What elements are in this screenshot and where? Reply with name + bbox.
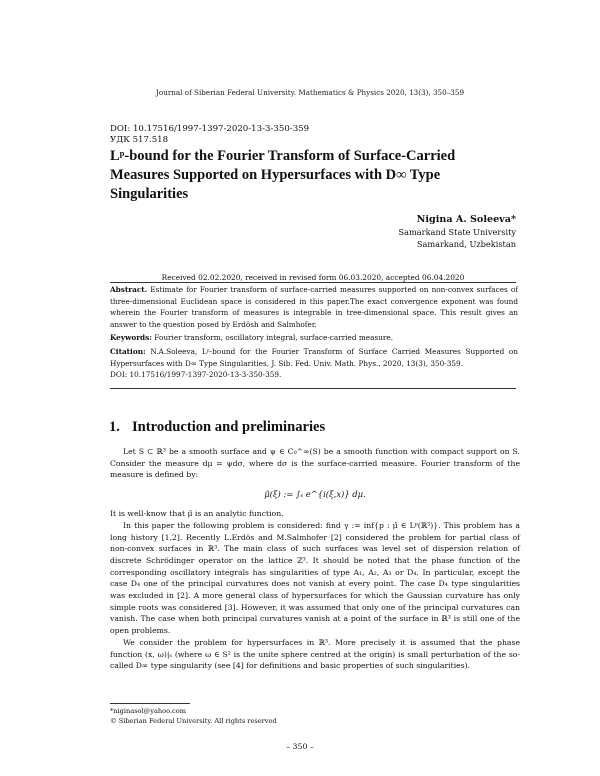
citation-label: Citation: [110,346,146,356]
keywords [110,332,518,344]
footnote-email: *niginasol@yahoo.com [110,707,186,715]
udk: УДК 517.518 [110,135,169,145]
author-block [399,214,516,250]
article-meta [110,124,309,146]
abstract-text: Estimate for Fourier transform of surface-carried measures supported on non-convex surfaces of three-dimensional Euclidean space is considered in this paper.The exact convergence exponent was found wherein the Fourier transform of measures is integrable in tree-dimensional space. This result gives an answer to the question posed by Erdösh and Salmhofer. [110,285,518,329]
page-number: – 350 – [286,742,314,751]
body-text [110,446,520,672]
author-name: Nigina A. Soleeva* [416,214,516,225]
section-title: Introduction and preliminaries [131,419,326,435]
paragraph: It is well-know that μ̂ is an analytic function. [110,509,284,519]
section-number: 1. [109,419,120,435]
author-affiliation: Samarkand State University [398,227,516,237]
keywords-label: Keywords: [110,333,152,343]
running-head: Journal of Siberian Federal University. Mathematics & Physics 2020, 13(3), 350–359 [155,88,465,97]
section-heading [109,419,325,436]
received-dates: Received 02.02.2020, received in revised form 06.03.2020, accepted 06.04.2020 [161,273,465,282]
paragraph: We consider the problem for hypersurfaces in ℝ³. More precisely it is assumed that the phase function (x, ω)|ₛ (where ω ∈ S² is the unite sphere centred at the origin) is small perturbation of the so-called D∞ type singularity (see [4] for definitions and basic properties of such singularities). [110,637,520,671]
citation-text: N.A.Soleeva, Lᵖ-bound for the Fourier Transform of Surface Carried Measures Supported on Hypersurfaces with D∞ Type Singularities, J. Sib. Fed. Univ. Math. Phys., 2020, 13(3), 350-359. [110,346,519,368]
abstract-block [110,284,518,382]
abstract-label: Abstract. [110,285,148,294]
footnote-copyright: © Siberian Federal University. All rights reserved [110,717,277,725]
abstract [110,284,518,330]
footnote-rule [110,703,190,704]
article-title: Lᵖ-bound for the Fourier Transform of Surface-Carried Measures Supported on Hypersurfaces with D∞ Type Singularities [110,148,456,202]
footnotes [110,706,277,726]
abstract-bottom-rule [110,388,516,389]
citation-doi: DOI: 10.17516/1997-1397-2020-13-3-350-359. [110,370,282,380]
author-location: Samarkand, Uzbekistan [416,239,516,249]
paragraph: In this paper the following problem is considered: find γ := inf{p : μ̂ ∈ Lᵖ(ℝ³)}. This problem has a long history [1,2]. Recently L.Erdös and M.Salmhofer [2] considered the problem for partial class of non-convex surfaces in ℝ³. The main class of such surfaces was level set of dispersion relation of discrete Schrödinger operator on the lattice ℤ³. It should be noted that the phase function of the corresponding oscillatory integrals has singularities of type A₁, A₂, A₃ or D₄. In particular, except the case D₄ one of the principal curvatures does not vanish at every point. The case D₄ type singularities was excluded in [2]. A more general class of hypersurfaces for which the Gaussian curvature has only simple roots was considered [3]. However, it was assumed that only one of the principal curvatures can vanish. The case when both principal curvatures vanish at a point of the surface in ℝ³ is still one of the open problems. [110,520,520,636]
doi: DOI: 10.17516/1997-1397-2020-13-3-350-359 [110,124,310,134]
keywords-text: Fourier transform, oscillatory integral, surface-carried measure. [154,333,394,343]
citation [110,346,518,381]
abstract-top-rule [110,282,516,283]
display-formula: μ̂(ξ) := ∫ₛ e^{i(ξ,x)} dμ. [264,489,366,500]
paragraph: Let S ⊂ ℝ³ be a smooth surface and ψ ∈ C₀^∞(S) be a smooth function with compact support on S. Consider the measure dμ = ψdσ, where dσ is the surface-carried measure. Fourier transform of the measure is defined by: [110,447,520,480]
